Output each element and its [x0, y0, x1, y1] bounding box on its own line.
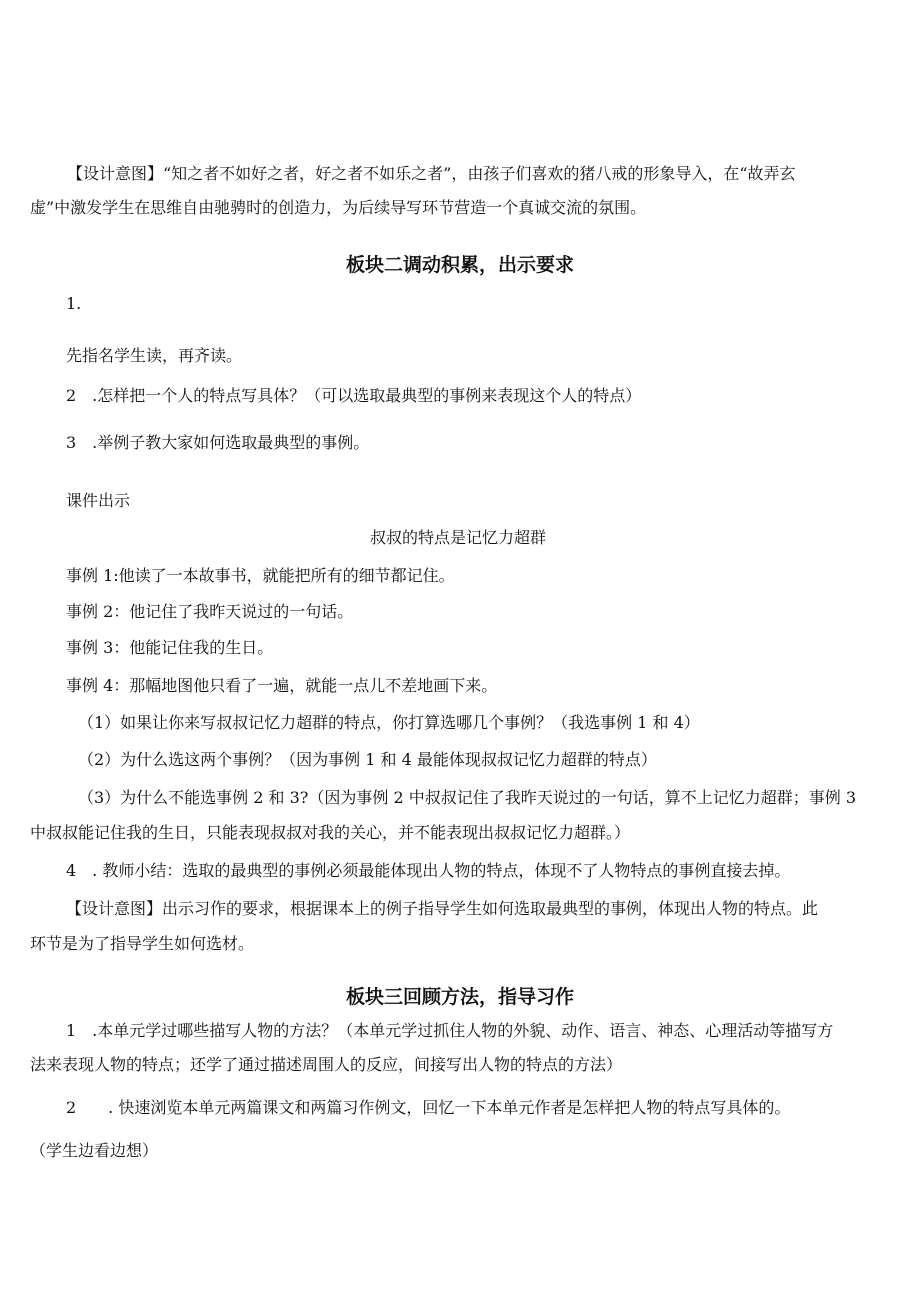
- section3-item2: 2 . 快速浏览本单元两篇课文和两篇习作例文，回忆一下本单元作者是怎样把人物的特点写具体的。: [66, 1098, 791, 1117]
- section2-item1-number: 1.: [66, 294, 82, 313]
- courseware-label: 课件出示: [66, 491, 131, 510]
- example-item: 事例 3：他能记住我的生日。: [66, 638, 274, 657]
- example-item: 事例 4：那幅地图他只看了一遍，就能一点儿不差地画下来。: [66, 676, 498, 695]
- design-intent-2-line1: 【设计意图】出示习作的要求，根据课本上的例子指导学生如何选取最典型的事例，体现出人物的特点。此: [66, 899, 819, 918]
- section2-item2: 2 .怎样把一个人的特点写具体？（可以选取最典型的事例来表现这个人的特点）: [66, 386, 642, 405]
- question-3-line2: 中叔叔能记住我的生日，只能表现叔叔对我的关心，并不能表现出叔叔记忆力超群。）: [30, 823, 631, 842]
- student-note: （学生边看边想）: [30, 1141, 159, 1160]
- section3-heading: 板块三回顾方法，指导习作: [345, 986, 574, 1008]
- design-intent-1-line2: 虚”中激发学生在思维自由驰骋时的创造力，为后续导写环节营造一个真诚交流的氛围。: [30, 198, 647, 217]
- teacher-summary: 4 . 教师小结：选取的最典型的事例必须最能体现出人物的特点，体现不了人物特点的事例直接去掉。: [66, 861, 791, 880]
- section2-item3: 3 .举例子教大家如何选取最典型的事例。: [66, 433, 370, 452]
- question-2: （2）为什么选这两个事例？（因为事例 1 和 4 最能体现叔叔记忆力超群的特点）: [78, 750, 657, 769]
- design-intent-1-line1: 【设计意图】“知之者不如好之者，好之者不如乐之者”，由孩子们喜欢的猪八戒的形象导入，在“故弄玄: [67, 164, 796, 183]
- section3-item1-line1: 1 .本单元学过哪些描写人物的方法？（本单元学过抓住人物的外貌、动作、语言、神态、心理活动等描写方: [66, 1021, 834, 1040]
- question-3-line1: （3）为什么不能选事例 2 和 3?（因为事例 2 中叔叔记住了我昨天说过的一句话，算不上记忆力超群；事例 3: [78, 788, 856, 807]
- read-instruction: 先指名学生读，再齐读。: [66, 346, 243, 365]
- example-title: 叔叔的特点是记忆力超群: [370, 528, 547, 547]
- design-intent-2-line2: 环节是为了指导学生如何选材。: [30, 934, 255, 953]
- example-item: 事例 1:他读了一本故事书，就能把所有的细节都记住。: [66, 566, 455, 585]
- question-1: （1）如果让你来写叔叔记忆力超群的特点，你打算选哪几个事例？（我选事例 1 和 4）: [78, 713, 700, 732]
- section2-heading: 板块二调动积累，出示要求: [345, 254, 574, 276]
- section3-item1-line2: 法来表现人物的特点；还学了通过描述周围人的反应，间接写出人物的特点的方法）: [30, 1055, 623, 1074]
- example-item: 事例 2：他记住了我昨天说过的一句话。: [66, 602, 354, 621]
